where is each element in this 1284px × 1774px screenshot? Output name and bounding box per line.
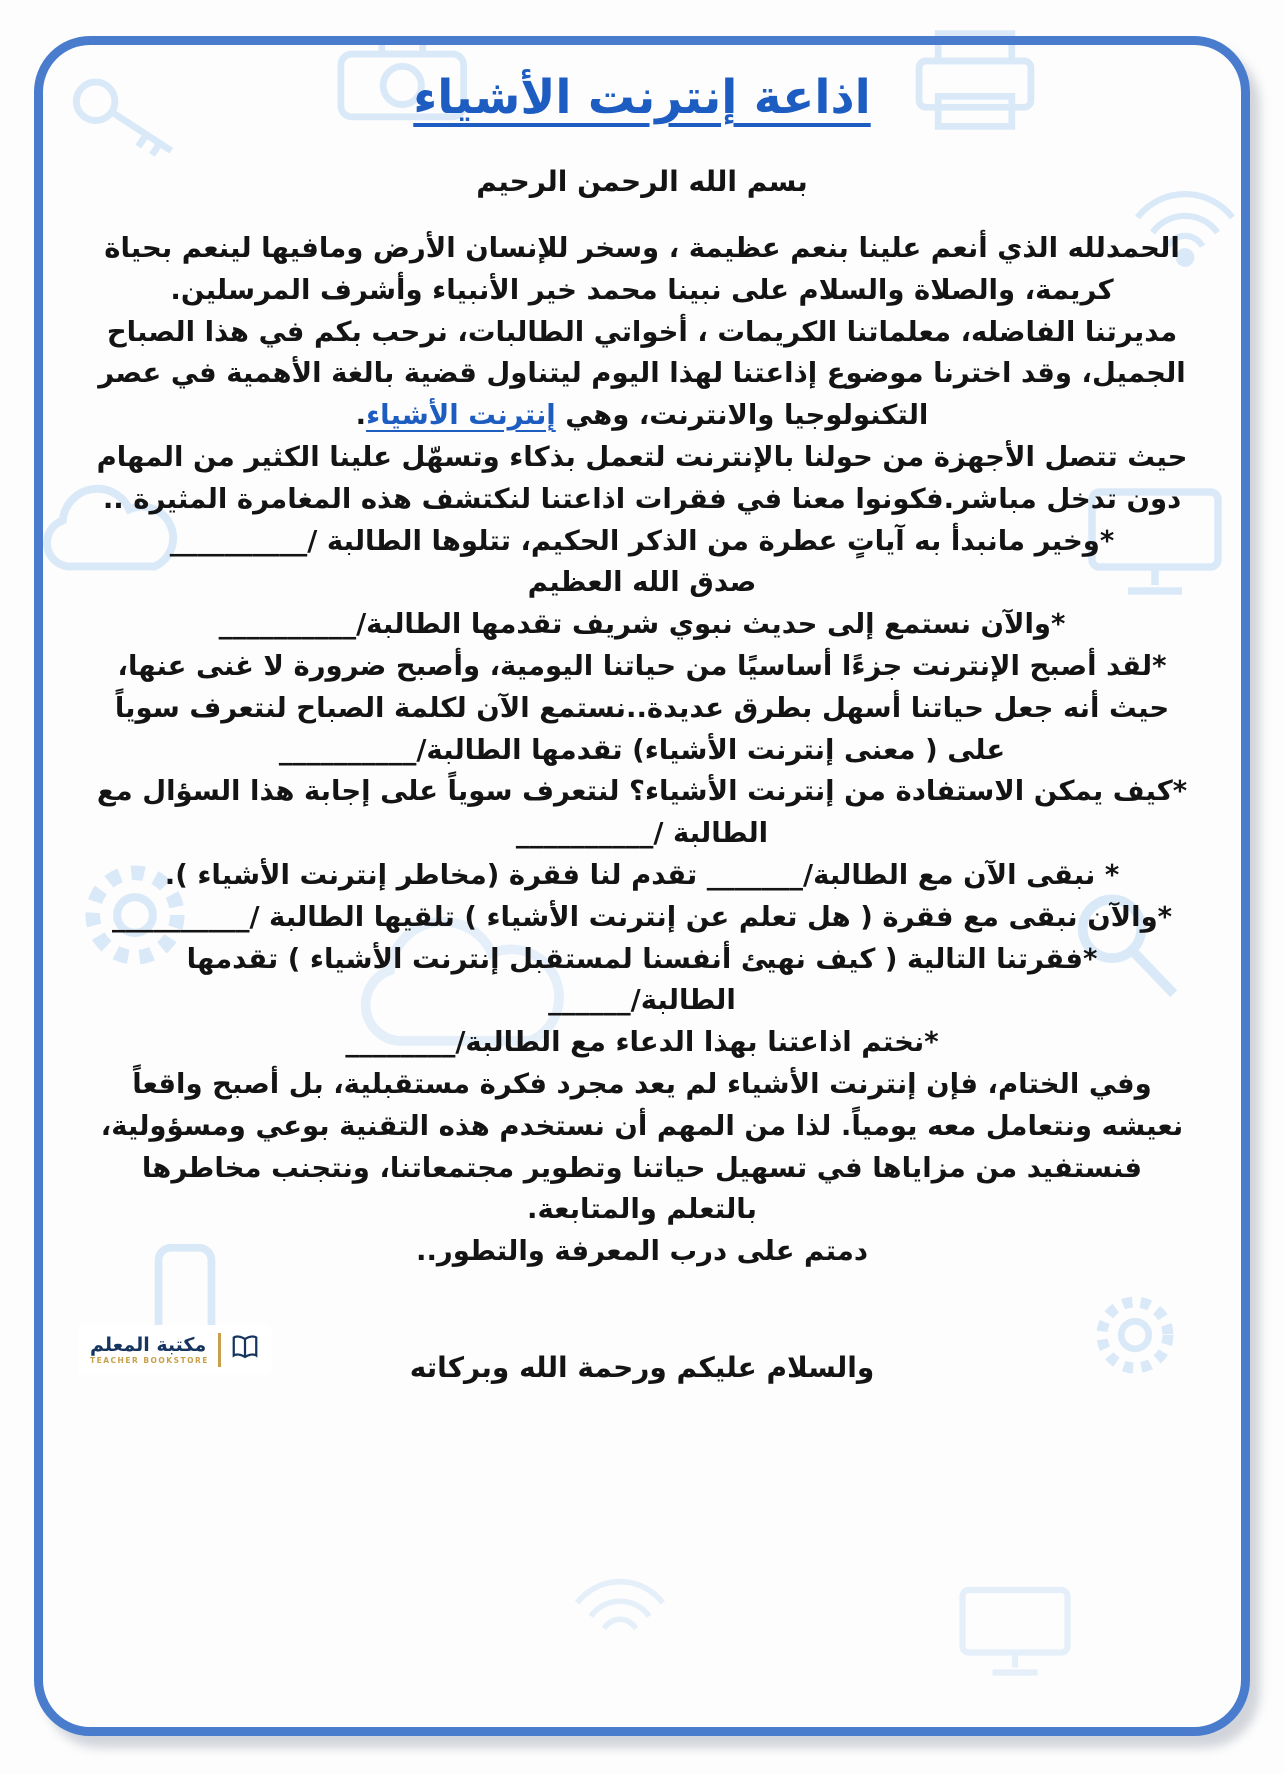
segment-risks: * نبقى الآن مع الطالبة/_______ تقدم لنا فقرة (مخاطر إنترنت الأشياء ).	[164, 858, 1120, 891]
segment-future: *فقرتنا التالية ( كيف نهيئ أنفسنا لمستقبل إنترنت الأشياء ) تقدمها الطالبة/______	[186, 942, 1098, 1017]
logo-english-name: TEACHER BOOKSTORE	[90, 1356, 209, 1366]
monitor-icon	[950, 1580, 1080, 1680]
logo-divider	[218, 1333, 221, 1367]
welcome-text-pre: مديرتنا الفاضله، معلماتنا الكريمات ، أخواتي الطالبات، نرحب بكم في هذا الصباح الجميل، وقد اخترنا موضوع إذاعتنا لهذا اليوم ليتناول قضية بالغة الأهمية في عصر التكنولوجيا والانترنت، وهي	[98, 315, 1186, 432]
paragraph-welcome	[92, 312, 1192, 437]
paragraph-iot-intro: حيث تتصل الأجهزة من حولنا بالإنترنت لتعمل بذكاء وتسهّل علينا الكثير من المهام دون تدخل مباشر.فكونوا معنا في فقرات اذاعتنا لنكتشف هذه المغامرة المثيرة ..	[96, 440, 1188, 515]
segment-did-you-know: *والآن نبقى مع فقرة ( هل تعلم عن إنترنت الأشياء ) تلقيها الطالبة /__________	[111, 900, 1173, 933]
page-title: اذاعة إنترنت الأشياء	[413, 70, 871, 125]
farewell-line: والسلام عليكم ورحمة الله وبركاته	[409, 1350, 875, 1384]
segment-benefits-question: *كيف يمكن الاستفادة من إنترنت الأشياء؟ لنتعرف سوياً على إجابة هذا السؤال مع الطالبة /__________	[96, 775, 1188, 850]
paragraph-closing: وفي الختام، فإن إنترنت الأشياء لم يعد مجرد فكرة مستقبلية، بل أصبح واقعاً نعيشه ونتعامل معه يومياً. لذا من المهم أن نستخدم هذه التقنية بوعي ومسؤولية، فنستفيد من مزاياها في تسهيل حياتنا وتطوير مجتمعاتنا، ونتجنب مخاطرها بالتعلم والمتابعة.	[100, 1067, 1184, 1226]
segment-morning-word: *لقد أصبح الإنترنت جزءًا أساسيًا من حياتنا اليومية، وأصبح ضرورة لا غنى عنها، حيث أنه جعل حياتنا أسهل بطرق عديدة..نستمع الآن لكلمة الصباح لنتعرف سوياً على ( معنى إنترنت الأشياء) تقدمها الطالبة/__________	[114, 649, 1170, 766]
iot-link[interactable]: إنترنت الأشياء	[366, 399, 556, 432]
segment-hadith: *والآن نستمع إلى حديث نبوي شريف تقدمها الطالبة/__________	[218, 608, 1066, 641]
basmala-line: بسم الله الرحمن الرحيم	[476, 165, 808, 198]
document-body	[92, 70, 1192, 1415]
footer-row	[92, 1325, 1192, 1415]
sadaq-allah-line: صدق الله العظيم	[527, 566, 757, 599]
segment-quran: *وخير مانبدأ به آياتٍ عطرة من الذكر الحكيم، تتلوها الطالبة /__________	[169, 524, 1115, 557]
welcome-text-post: .	[355, 399, 367, 432]
book-icon	[230, 1333, 260, 1367]
logo-arabic-name: مكتبة المعلم	[90, 1334, 207, 1357]
paragraph-praise: الحمدلله الذي أنعم علينا بنعم عظيمة ، وسخر للإنسان الأرض ومافيها لينعم بحياة كريمة، والصلاة والسلام على نبينا محمد خير الأنبياء وأشرف المرسلين.	[104, 232, 1180, 306]
segment-dua: *نختم اذاعتنا بهذا الدعاء مع الطالبة/________	[345, 1026, 939, 1059]
wifi-icon	[560, 1560, 680, 1650]
publisher-logo	[78, 1325, 272, 1375]
closing-wish: دمتم على درب المعرفة والتطور..	[416, 1235, 868, 1268]
